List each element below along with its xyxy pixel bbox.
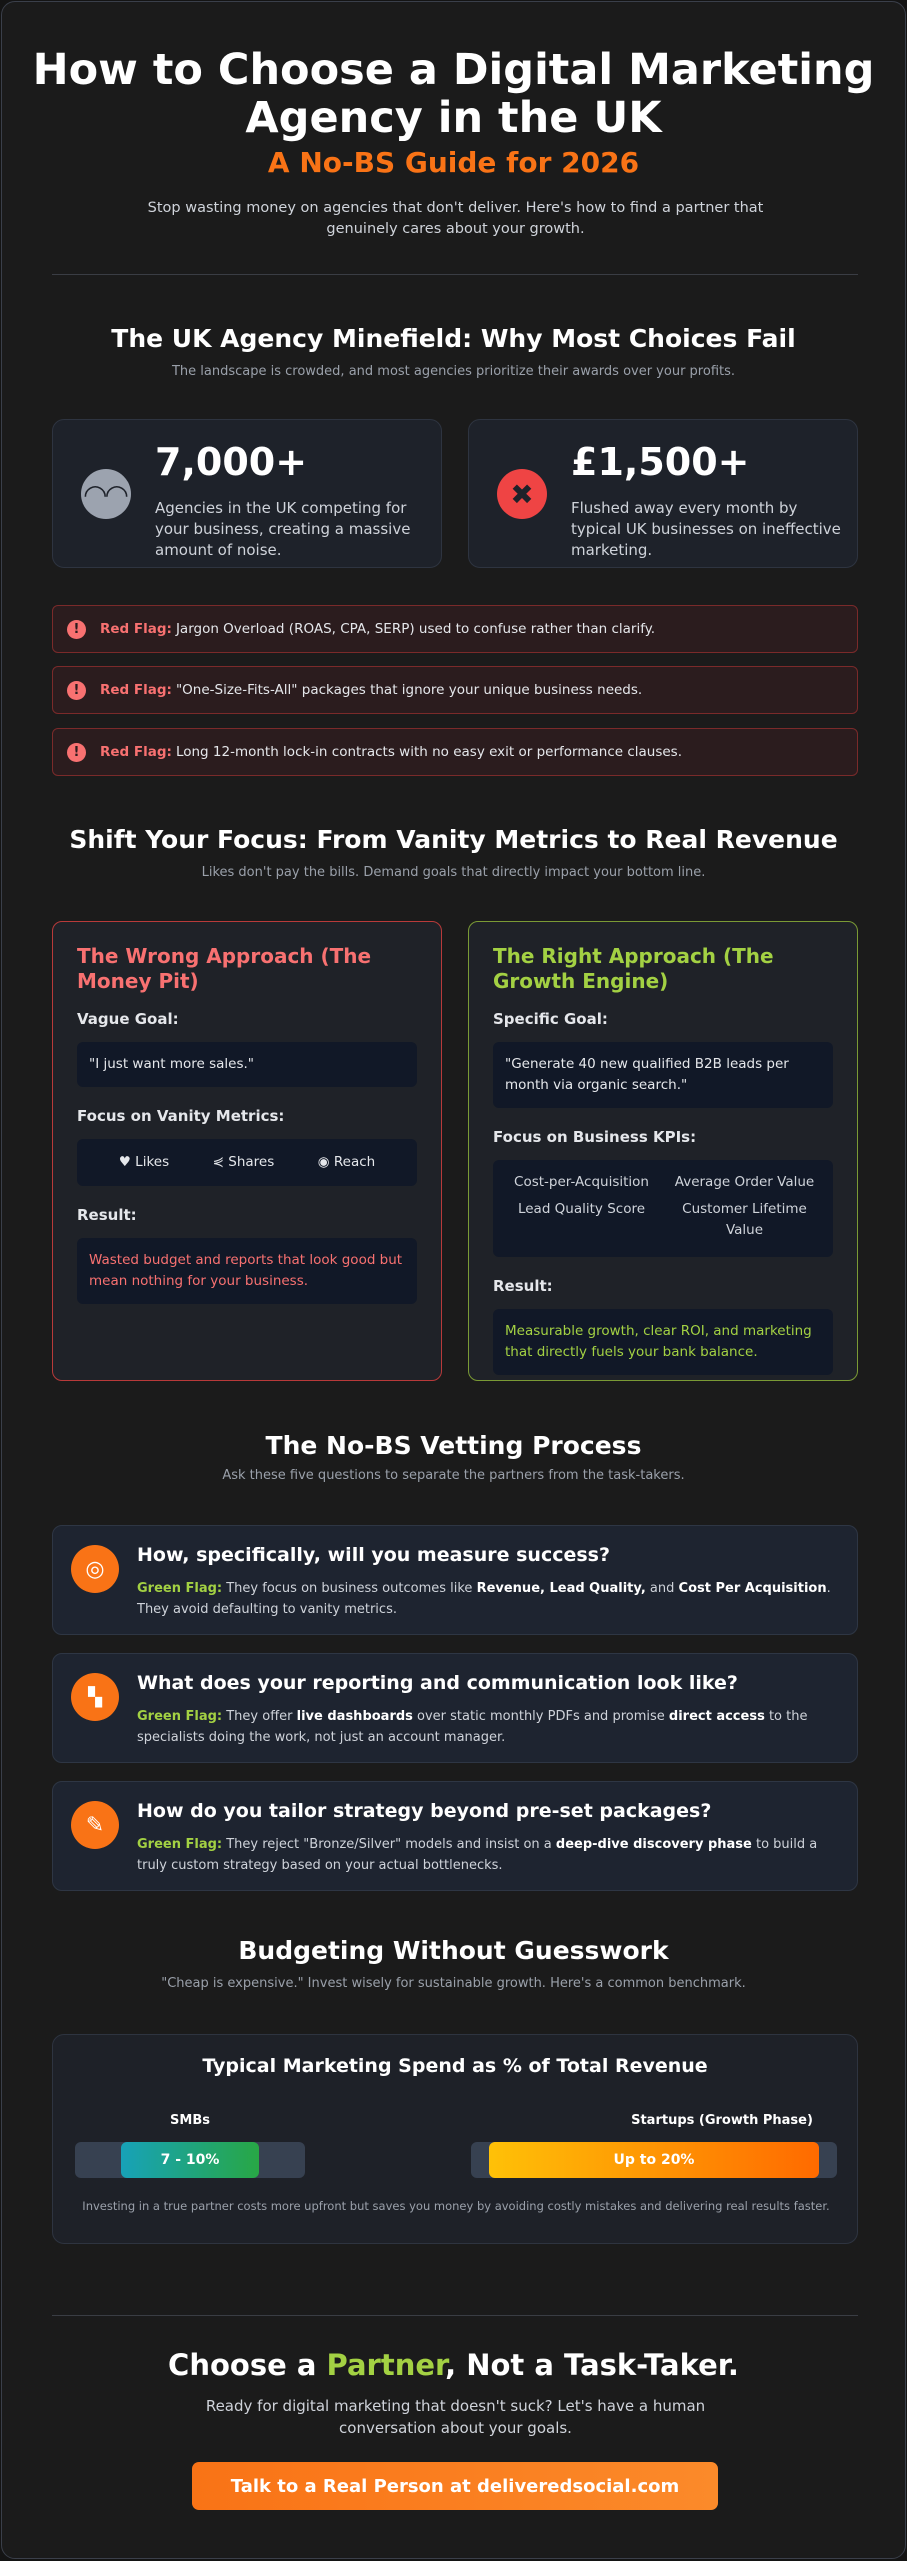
answer-text: over static monthly PDFs and promise [412,1709,669,1724]
x-circle-icon: ✖ [497,469,547,519]
answer-text: They focus on business outcomes like [222,1581,477,1596]
page-subtitle: A No-BS Guide for 2026 [267,146,640,179]
answer-bold: direct access [668,1709,765,1724]
cta-description: Ready for digital marketing that doesn't suck? Let's have a human conversation about your goals. [205,2397,706,2437]
target-icon: ◎ [71,1545,119,1593]
red-flag-label: Red Flag: [100,621,172,637]
kpi-item: Customer Lifetime Value [682,1201,807,1238]
result-label: Result: [77,1206,137,1224]
vanity-metrics [77,1139,417,1186]
red-flag-item [52,605,858,653]
business-kpis [493,1160,833,1257]
answer-text: and [645,1581,679,1596]
globe-icon: ◉ [317,1154,334,1170]
wrong-approach-card [52,921,442,1381]
answer-text: to build a truly custom strategy based on your actual bottlenecks. [137,1837,818,1873]
red-flag-text: Jargon Overload (ROAS, CPA, SERP) used to confuse rather than clarify. [175,621,656,637]
contact-cta-button[interactable]: Talk to a Real Person at deliveredsocial.com [192,2462,718,2510]
question-title: How do you tailor strategy beyond pre-set packages? [137,1800,712,1822]
section-title-budget: Budgeting Without Guesswork [238,1936,669,1965]
bar-label-smbs: SMBs [170,2113,210,2128]
red-flag-text: Long 12-month lock-in contracts with no easy exit or performance clauses. [175,744,683,760]
bar-track-startups [471,2142,837,2178]
metric-shares [213,1152,275,1173]
alert-icon: ! [67,620,86,639]
section-title-minefield: The UK Agency Minefield: Why Most Choices Fail [111,324,796,353]
bar-track-smbs [75,2142,305,2178]
red-flag-label: Red Flag: [100,682,172,698]
infographic-page [1,1,906,2559]
vetting-question-card [52,1653,858,1763]
green-flag-label: Green Flag: [137,1581,223,1596]
section-subtitle-minefield: The landscape is crowded, and most agencies prioritize their awards over your profits. [171,364,736,379]
answer-bold: live dashboards [296,1709,413,1724]
answer-bold: Cost Per Acquisition [678,1581,827,1596]
red-flag-item [52,728,858,776]
stat-value: 7,000+ [155,440,308,484]
goal-label: Vague Goal: [77,1010,179,1028]
goal-box: "Generate 40 new qualified B2B leads per month via organic search." [493,1042,833,1108]
bar-label-startups: Startups (Growth Phase) [631,2113,813,2128]
divider [52,2315,858,2316]
page-title: How to Choose a Digital Marketing Agency in the UK [32,45,875,143]
metric-label: Shares [228,1154,275,1170]
metrics-label: Focus on Vanity Metrics: [77,1107,285,1125]
goal-label: Specific Goal: [493,1010,608,1028]
card-title: The Wrong Approach (The Money Pit) [77,944,372,993]
question-title: How, specifically, will you measure success? [137,1544,611,1566]
answer-text: . They avoid defaulting to vanity metrics. [137,1581,831,1617]
alert-icon: ! [67,681,86,700]
red-flag-text: "One-Size-Fits-All" packages that ignore your unique business needs. [175,682,643,698]
metric-label: Likes [135,1154,170,1170]
answer-text: to the specialists doing the work, not just an account manager. [137,1709,808,1745]
cta-title-text: Choose a [168,2348,327,2382]
question-answer [137,1834,847,1876]
result-box: Measurable growth, clear ROI, and marketing that directly fuels your bank balance. [493,1309,833,1375]
card-title: The Right Approach (The Growth Engine) [493,944,774,993]
alert-icon: ! [67,743,86,762]
red-flag-item [52,666,858,714]
divider [52,274,858,275]
chart-note: Investing in a true partner costs more upfront but saves you money by avoiding costly mistakes and delivering real results faster. [82,2199,830,2213]
stat-card-agencies [52,419,442,568]
section-title-vetting: The No-BS Vetting Process [265,1431,642,1460]
right-approach-card [468,921,858,1381]
heart-icon: ♥ [118,1154,136,1170]
red-flag-label: Red Flag: [100,744,172,760]
vetting-question-card [52,1781,858,1891]
section-title-focus: Shift Your Focus: From Vanity Metrics to Real Revenue [69,825,838,854]
crowd-icon: ◠◠ [81,469,131,519]
section-subtitle-vetting: Ask these five questions to separate the partners from the task-takers. [222,1468,685,1483]
chart-title: Typical Marketing Spend as % of Total Revenue [202,2055,708,2077]
pencil-icon: ✎ [71,1801,119,1849]
answer-text: They offer [222,1709,297,1724]
share-icon: ⋞ [212,1154,229,1170]
answer-bold: Revenue, Lead Quality, [476,1581,646,1596]
budget-benchmark-card [52,2034,858,2244]
kpis-label: Focus on Business KPIs: [493,1128,697,1146]
cta-title-highlight: Partner [326,2348,446,2382]
dashboard-icon: ▚ [71,1673,119,1721]
cta-title [2,2348,905,2382]
hero-description: Stop wasting money on agencies that don't deliver. Here's how to find a partner that genuinely cares about your growth. [147,200,764,237]
kpi-item: Cost-per-Acquisition [514,1174,649,1190]
vetting-question-card [52,1525,858,1635]
kpi-item: Lead Quality Score [517,1201,646,1217]
stat-card-wasted [468,419,858,568]
metric-reach [318,1152,375,1173]
question-answer [137,1706,847,1748]
stat-text: Flushed away every month by typical UK businesses on ineffective marketing. [571,499,841,559]
green-flag-label: Green Flag: [137,1837,223,1852]
bar-fill-startups: Up to 20% [489,2142,818,2178]
cta-title-text: , Not a Task-Taker. [445,2348,739,2382]
goal-box: "I just want more sales." [77,1042,417,1087]
bar-fill-smbs: 7 - 10% [121,2142,259,2178]
result-box: Wasted budget and reports that look good but mean nothing for your business. [77,1238,417,1304]
green-flag-label: Green Flag: [137,1709,223,1724]
section-subtitle-budget: "Cheap is expensive." Invest wisely for sustainable growth. Here's a common benchmark. [161,1976,746,1991]
question-title: What does your reporting and communication look like? [137,1672,738,1694]
result-label: Result: [493,1277,553,1295]
kpi-item: Average Order Value [674,1174,815,1190]
metric-label: Reach [333,1154,376,1170]
section-subtitle-focus: Likes don't pay the bills. Demand goals that directly impact your bottom line. [201,865,706,880]
answer-text: They reject "Bronze/Silver" models and insist on a [222,1837,556,1852]
stat-value: £1,500+ [571,440,750,484]
metric-likes [119,1152,169,1173]
stat-text: Agencies in the UK competing for your business, creating a massive amount of noise. [155,499,411,559]
question-answer [137,1578,847,1620]
answer-bold: deep-dive discovery phase [555,1837,752,1852]
